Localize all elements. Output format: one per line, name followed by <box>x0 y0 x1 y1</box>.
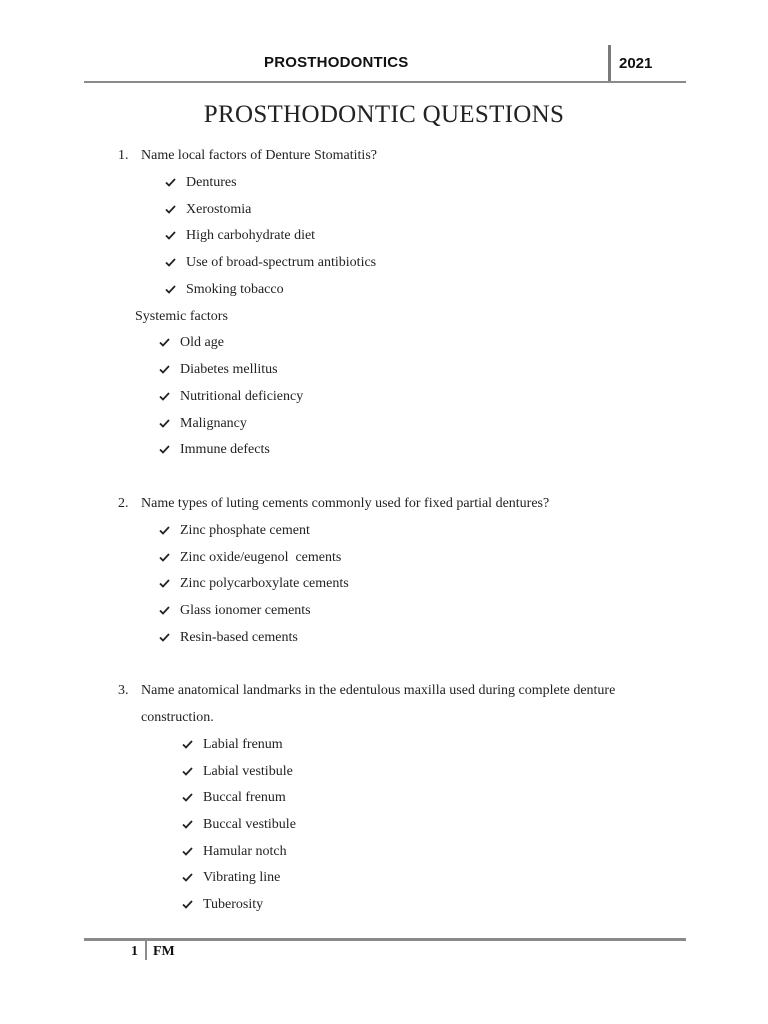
checkmark-icon <box>159 553 170 562</box>
checkmark-icon <box>182 873 193 882</box>
question-number: 3. <box>118 683 129 698</box>
list-item-label: Zinc oxide/eugenol cements <box>180 550 342 565</box>
checkmark-icon <box>165 178 176 187</box>
checkmark-icon <box>159 445 170 454</box>
header-year: 2021 <box>619 55 653 72</box>
question-3-continued: construction. <box>141 710 214 725</box>
list-item-label: Old age <box>180 335 224 350</box>
list-item-label: Zinc polycarboxylate cements <box>180 576 349 591</box>
checkmark-icon <box>159 392 170 401</box>
list-item-label: Zinc phosphate cement <box>180 523 310 538</box>
question-text: Name local factors of Denture Stomatitis? <box>141 148 377 163</box>
list-item-label: Hamular notch <box>203 844 287 859</box>
list-item-label: Labial frenum <box>203 737 283 752</box>
list-item-label: Malignancy <box>180 416 247 431</box>
list-item-label: Nutritional deficiency <box>180 389 304 404</box>
header-rule <box>84 81 686 83</box>
question-text: Name types of luting cements commonly used for fixed partial dentures? <box>141 496 550 511</box>
list-item-label: Buccal frenum <box>203 790 286 805</box>
checkmark-icon <box>159 526 170 535</box>
list-item-label: Smoking tobacco <box>186 282 284 297</box>
checkmark-icon <box>159 606 170 615</box>
checkmark-icon <box>159 633 170 642</box>
footer-author: FM <box>153 944 175 959</box>
checkmark-icon <box>182 900 193 909</box>
checkmark-icon <box>165 258 176 267</box>
checkmark-icon <box>165 205 176 214</box>
list-item-label: Xerostomia <box>186 202 252 217</box>
list-item-label: Vibrating line <box>203 870 281 885</box>
page-number: 1 <box>131 944 138 959</box>
checkmark-icon <box>159 338 170 347</box>
checkmark-icon <box>182 740 193 749</box>
list-item-label: Dentures <box>186 175 237 190</box>
footer-divider <box>145 941 147 960</box>
list-item-label: Glass ionomer cements <box>180 603 311 618</box>
checkmark-icon <box>182 820 193 829</box>
question-number: 2. <box>118 496 129 511</box>
header-divider <box>608 45 611 82</box>
list-item-label: Resin-based cements <box>180 630 298 645</box>
list-item-label: Labial vestibule <box>203 764 293 779</box>
checkmark-icon <box>159 419 170 428</box>
question-text: Name anatomical landmarks in the edentulous maxilla used during complete denture <box>141 683 616 698</box>
list-item-label: Diabetes mellitus <box>180 362 278 377</box>
list-item-label: Use of broad-spectrum antibiotics <box>186 255 377 270</box>
checkmark-icon <box>182 793 193 802</box>
list-item-label: Buccal vestibule <box>203 817 296 832</box>
checkmark-icon <box>182 847 193 856</box>
checkmark-icon <box>182 767 193 776</box>
header-title: PROSTHODONTICS <box>264 54 409 71</box>
list-item-label: Immune defects <box>180 442 270 457</box>
list-item-label: High carbohydrate diet <box>186 228 316 243</box>
checkmark-icon <box>159 365 170 374</box>
list-item-label: Tuberosity <box>203 897 264 912</box>
question-number: 1. <box>118 148 129 163</box>
checkmark-icon <box>159 579 170 588</box>
checkmark-icon <box>165 285 176 294</box>
subheading-systemic: Systemic factors <box>135 309 228 324</box>
checkmark-icon <box>165 231 176 240</box>
footer-rule <box>84 938 686 941</box>
page-title: PROSTHODONTIC QUESTIONS <box>203 101 565 128</box>
